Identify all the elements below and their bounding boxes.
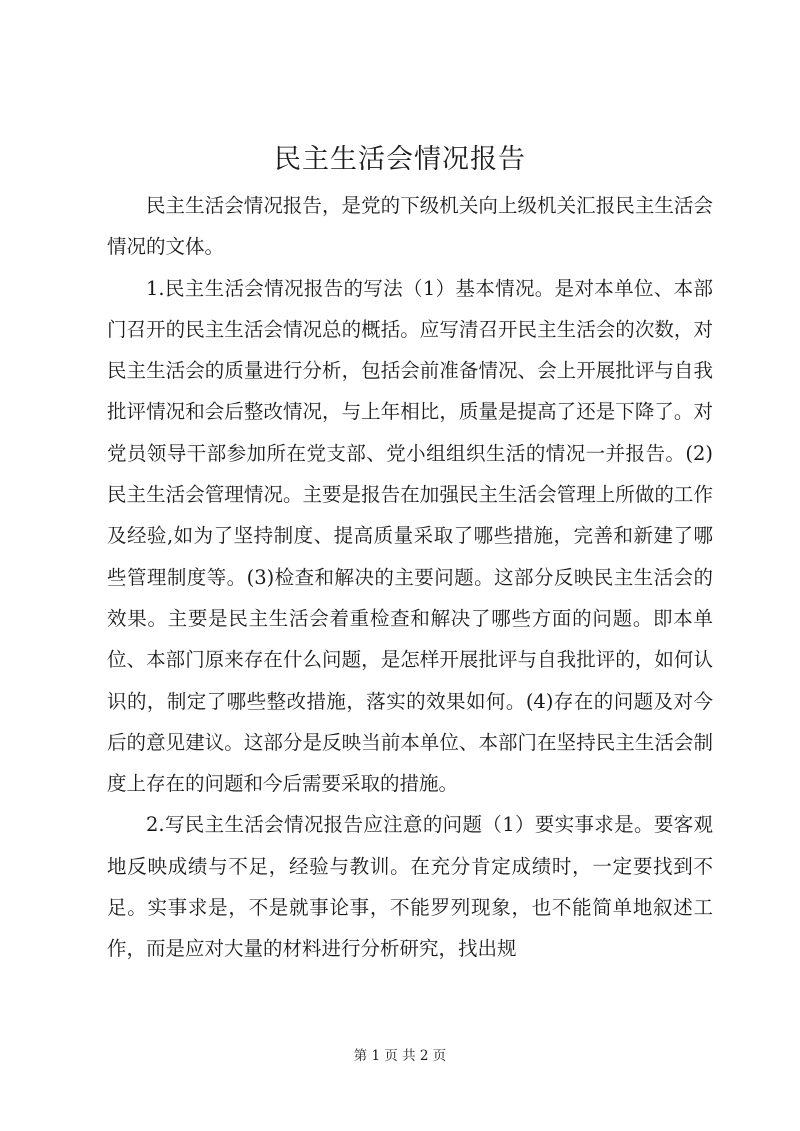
document-title: 民主生活会情况报告 <box>274 144 526 175</box>
page-number-footer: 第 1 页 共 2 页 <box>353 1048 447 1064</box>
paragraph-intro: 民主生活会情况报告，是党的下级机关向上级机关汇报民主生活会情况的文体。 <box>107 194 713 259</box>
paragraph-notes: 2.写民主生活会情况报告应注意的问题（1）要实事求是。要客观地反映成绩与不足，经验与教训。在充分肯定成绩时，一定要找到不足。实事求是，不是就事论事，不能罗列现象，也不能简单地叙述工作，而是应对大量的材料进行分析研究，找出规 <box>107 813 713 961</box>
document-body <box>107 185 713 970</box>
paragraph-writing-method: 1.民主生活会情况报告的写法（1）基本情况。是对本单位、本部门召开的民主生活会情况总的概括。应写清召开民主生活会的次数，对民主生活会的质量进行分析，包括会前准备情况、会上开展批评与自我批评情况和会后整改情况，与上年相比，质量是提高了还是下降了。对党员领导干部参加所在党支部、党小组组织生活的情况一并报告。(2)民主生活会管理情况。主要是报告在加强民主生活会管理上所做的工作及经验,如为了坚持制度、提高质量采取了哪些措施，完善和新建了哪些管理制度等。(3)检查和解决的主要问题。这部分反映民主生活会的效果。主要是民主生活会着重检查和解决了哪些方面的问题。即本单位、本部门原来存在什么问题，是怎样开展批评与自我批评的，如何认识的，制定了哪些整改措施，落实的效果如何。(4)存在的问题及对今后的意见建议。这部分是反映当前本单位、本部门在坚持民主生活会制度上存在的问题和今后需要采取的措施。 <box>107 276 713 796</box>
